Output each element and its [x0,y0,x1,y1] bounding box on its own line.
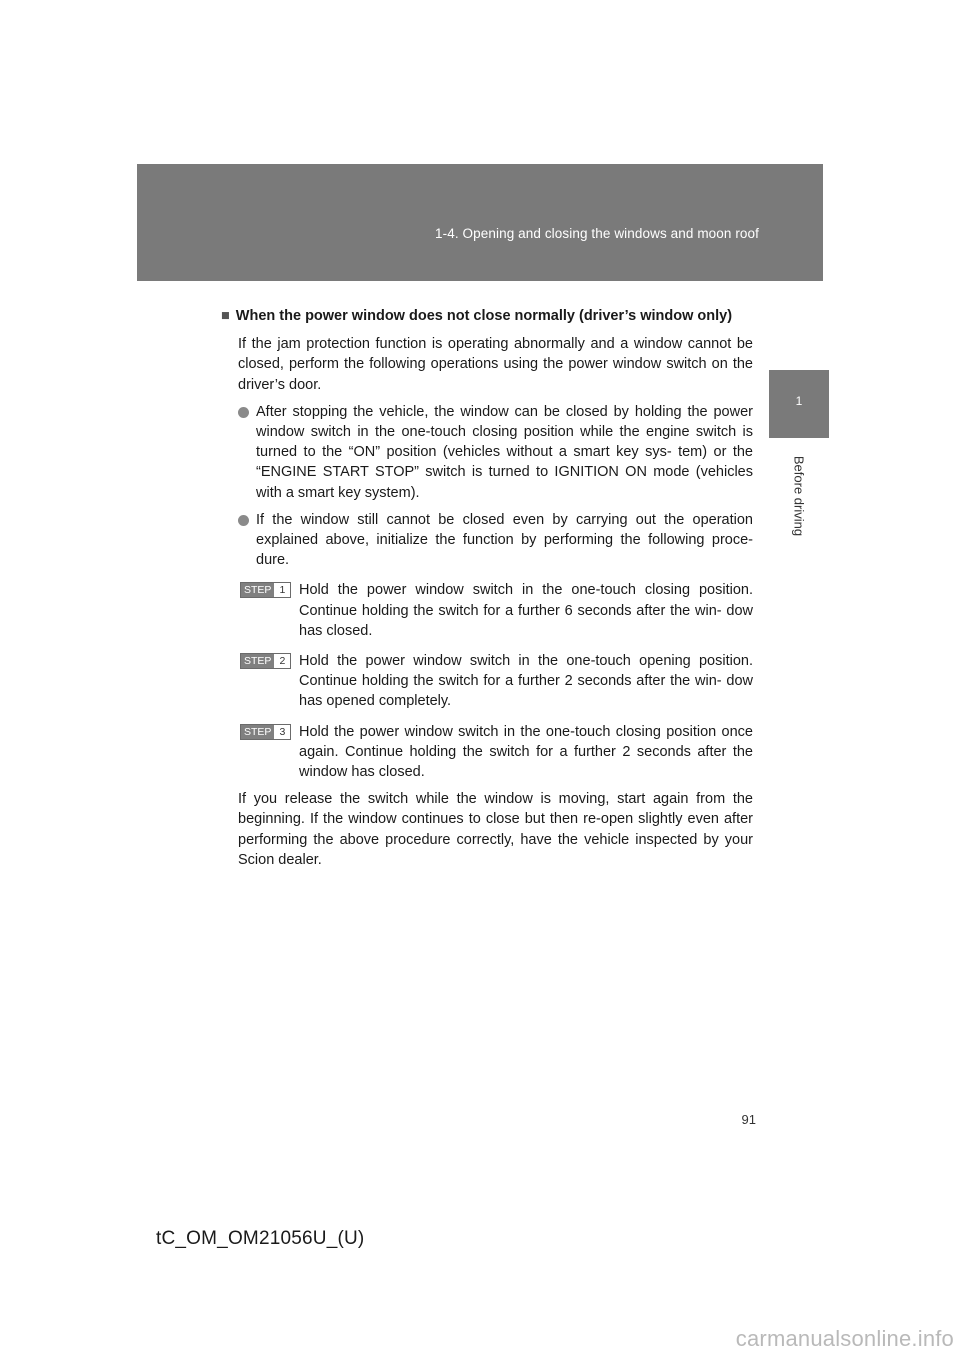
section-heading-text: When the power window does not close normally (driver’s window only) [235,308,733,324]
step-badge [240,582,291,598]
bullet-text: If the window still cannot be closed even by carrying out the operation explained above, initialize the function by performing the following proce- dure. [256,511,753,569]
section-heading [221,306,753,326]
step-text: Hold the power window switch in the one-touch closing position. Continue holding the switch for a further 6 seconds after the win- dow has closed. [299,582,753,639]
page-content [221,306,753,870]
round-bullet-icon [238,407,249,418]
document-code: tC_OM_OM21056U_(U) [156,1228,365,1249]
round-bullet-icon [238,515,249,526]
step-badge [240,653,291,669]
step-word: STEP [241,654,274,668]
step-number: 2 [274,654,290,668]
step-number: 1 [274,583,290,597]
chapter-tab [769,370,829,438]
step-word: STEP [241,583,274,597]
intro-paragraph: If the jam protection function is operating abnormally and a window cannot be closed, perform the following operations using the power window switch on the driver’s door. [238,336,753,393]
chapter-number: 1 [795,394,803,408]
step-number: 3 [274,725,290,739]
chapter-label: Before driving [791,455,807,537]
watermark: carmanualsonline.info [735,1326,954,1351]
step-text: Hold the power window switch in the one-touch opening position. Continue holding the switch for a further 2 seconds after the win- dow has opened completely. [299,653,753,710]
step-badge [240,724,291,740]
step-text: Hold the power window switch in the one-touch closing position once again. Continue holding the switch for a further 2 seconds after the window has closed. [299,723,753,781]
header-band [137,164,823,281]
step-word: STEP [241,725,274,739]
step-item [244,651,753,712]
section-title: 1-4. Opening and closing the windows and moon roof [435,226,759,241]
square-bullet-icon: ■ [221,308,230,324]
closing-paragraph: If you release the switch while the window is moving, start again from the beginning. If the window continues to close but then re-open slightly even after performing the above procedure correctly, have the vehicle inspected by your Scion dealer. [238,791,753,868]
bullet-item [238,510,753,571]
bullet-text: After stopping the vehicle, the window can be closed by holding the power window switch in the one-touch closing position while the engine switch is turned to the “ON” position (vehicles without a smart key sys- tem) or the “ENGINE START STOP” switch is turned to IGNITION ON mode (vehicles with a smart key system). [256,403,753,501]
step-item [244,580,753,641]
bullet-item [238,402,753,503]
page-number: 91 [741,1112,756,1127]
step-item [244,722,753,783]
